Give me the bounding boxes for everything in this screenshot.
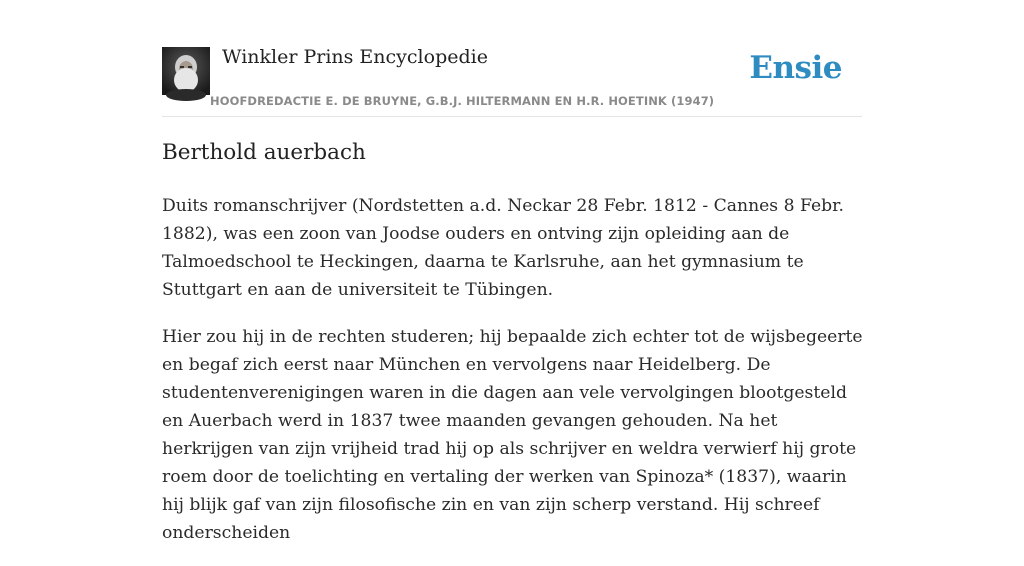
- article-paragraph: Duits romanschrijver (Nordstetten a.d. Neckar 28 Febr. 1812 - Cannes 8 Febr. 1882), was een zoon van Joodse ouders en ontving zijn opleiding aan de Talmoedschool te Heckingen, daarna te Karlsruhe, aan het gymnasium te Stuttgart en aan de universiteit te Tübingen.: [162, 196, 844, 300]
- article-paragraph: Hier zou hij in de rechten studeren; hij bepaalde zich echter tot de wijsbegeerte en begaf zich eerst naar München en vervolgens naar Heidelberg. De studentenverenigingen waren in die dagen aan vele vervolgingen blootgesteld en Auerbach werd in 1837 twee maanden gevangen gehouden. Na het herkrijgen van zijn vrijheid trad hij op als schrijver en weldra verwierf hij grote roem door de toelichting en vertaling der werken van Spinoza* (1837), waarin hij blijk gaf van zijn filosofische zin en van zijn scherp verstand. Hij schreef onderscheiden: [162, 327, 863, 543]
- article-title: Berthold auerbach: [162, 140, 366, 165]
- portrait-icon: [162, 47, 210, 95]
- site-title[interactable]: Winkler Prins Encyclopedie: [222, 46, 488, 68]
- article-body: [162, 192, 866, 566]
- site-header: [162, 46, 862, 117]
- brand-logo[interactable]: Ensie: [749, 50, 842, 86]
- avatar[interactable]: [162, 47, 210, 95]
- editors-subtitle: HOOFDREDACTIE E. DE BRUYNE, G.B.J. HILTERMANN EN H.R. HOETINK (1947): [210, 94, 715, 108]
